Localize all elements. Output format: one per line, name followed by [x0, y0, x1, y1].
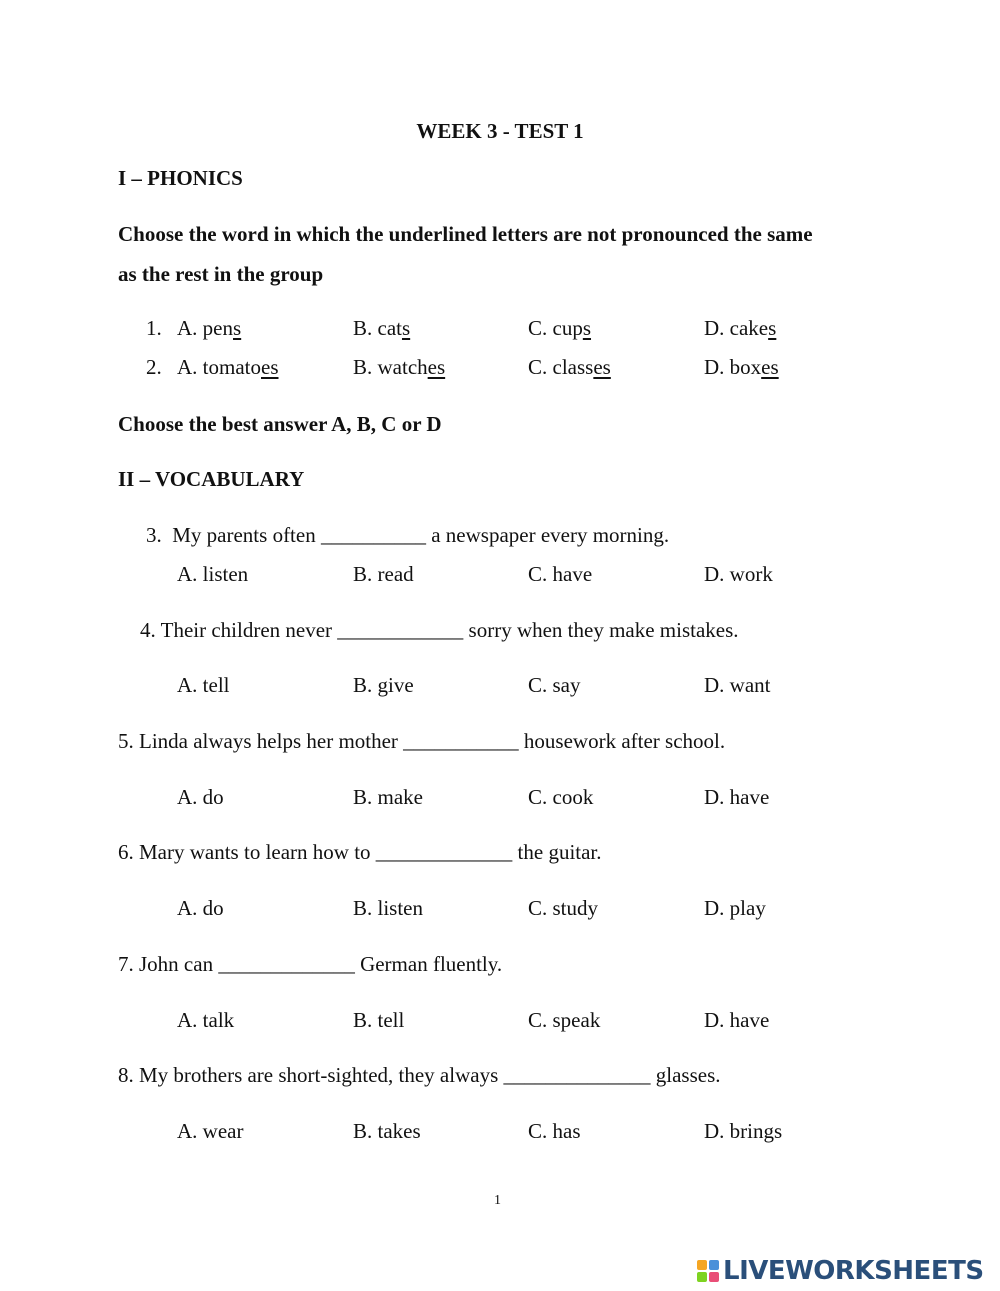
question-stem: 3. My parents often __________ a newspaper every morning. [146, 523, 670, 547]
answer-option[interactable]: B. listen [353, 896, 424, 920]
best-answer-instruction: Choose the best answer A, B, C or D [118, 412, 442, 436]
answer-option[interactable]: A. wear [177, 1119, 244, 1143]
phonics-option-2c[interactable]: C. classes [528, 355, 611, 379]
section-heading-vocabulary: II – VOCABULARY [118, 467, 305, 491]
phonics-option-2a[interactable]: A. tomatoes [177, 355, 279, 379]
answer-option[interactable]: D. work [704, 562, 773, 586]
question-number: 2. [146, 355, 162, 379]
answer-option[interactable]: C. have [528, 562, 593, 586]
phonics-option-1d[interactable]: D. cakes [704, 316, 777, 340]
liveworksheets-logo[interactable] [697, 1256, 984, 1286]
answer-option[interactable]: B. tell [353, 1008, 405, 1032]
answer-option[interactable]: B. read [353, 562, 414, 586]
answer-option[interactable]: B. give [353, 673, 414, 697]
phonics-option-1c[interactable]: C. cups [528, 316, 592, 340]
question-stem: 4. Their children never ____________ sorry when they make mistakes. [140, 618, 739, 642]
page-number: 1 [494, 1193, 501, 1208]
answer-option[interactable]: C. study [528, 896, 599, 920]
question-stem: 5. Linda always helps her mother ___________ housework after school. [118, 729, 726, 753]
answer-option[interactable]: C. has [528, 1119, 581, 1143]
answer-option[interactable]: A. listen [177, 562, 249, 586]
answer-option[interactable]: B. make [353, 785, 423, 809]
answer-option[interactable]: A. talk [177, 1008, 235, 1032]
answer-option[interactable]: C. say [528, 673, 581, 697]
phonics-option-1a[interactable]: A. pens [177, 316, 242, 340]
answer-option[interactable]: D. play [704, 896, 766, 920]
phonics-option-2d[interactable]: D. boxes [704, 355, 779, 379]
logo-text: LIVEWORKSHEETS [723, 1256, 984, 1286]
answer-option[interactable]: C. speak [528, 1008, 601, 1032]
answer-option[interactable]: D. brings [704, 1119, 783, 1143]
logo-squares-icon [697, 1260, 719, 1282]
answer-option[interactable]: C. cook [528, 785, 594, 809]
answer-option[interactable]: A. do [177, 896, 224, 920]
page-title: WEEK 3 - TEST 1 [416, 119, 584, 143]
phonics-option-2b[interactable]: B. watches [353, 355, 446, 379]
answer-option[interactable]: D. want [704, 673, 771, 697]
question-stem: 7. John can _____________ German fluently. [118, 952, 503, 976]
answer-option[interactable]: B. takes [353, 1119, 421, 1143]
section-heading-phonics: I – PHONICS [118, 166, 243, 190]
answer-option[interactable]: A. tell [177, 673, 230, 697]
question-stem: 8. My brothers are short-sighted, they always ______________ glasses. [118, 1063, 721, 1087]
answer-option[interactable]: A. do [177, 785, 224, 809]
answer-option[interactable]: D. have [704, 785, 770, 809]
question-stem: 6. Mary wants to learn how to _____________ the guitar. [118, 840, 602, 864]
answer-option[interactable]: D. have [704, 1008, 770, 1032]
phonics-instruction-line1: Choose the word in which the underlined letters are not pronounced the same [118, 222, 813, 246]
phonics-instruction-line2: as the rest in the group [118, 262, 324, 286]
question-number: 1. [146, 316, 162, 340]
phonics-option-1b[interactable]: B. cats [353, 316, 411, 340]
